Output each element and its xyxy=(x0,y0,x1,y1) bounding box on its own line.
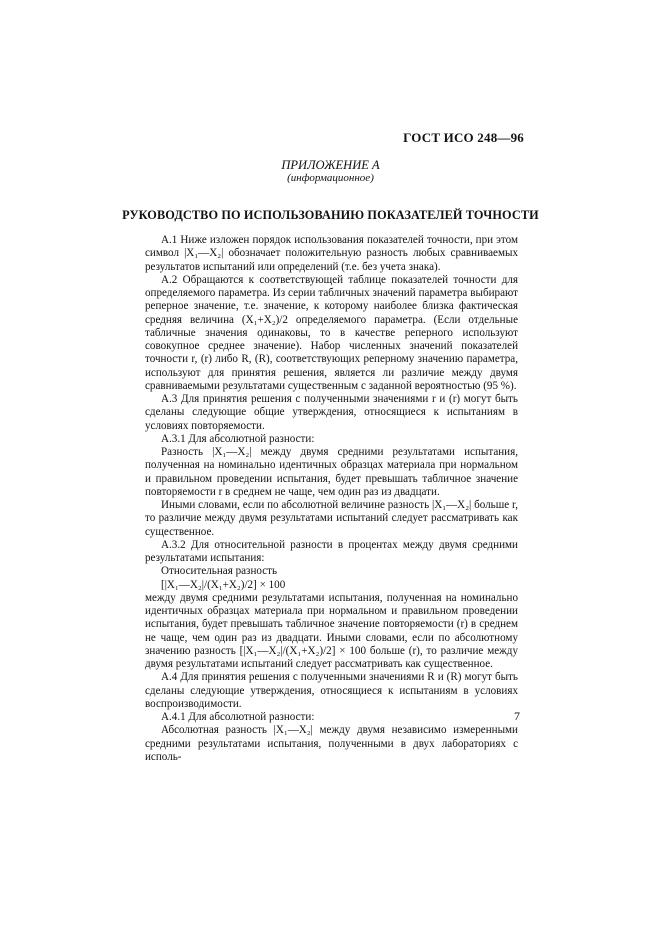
appendix-title: ПРИЛОЖЕНИЕ А xyxy=(281,158,380,172)
paragraph-a31-text2: Иными словами, если по абсолютной величине разность |X₁—X₂| больше r, то различие между двумя результатами испытаний следует рассматривать как существенное. xyxy=(145,499,518,538)
paragraph-a41-title: А.4.1 Для абсолютной разности: xyxy=(161,711,315,723)
paragraph-a31-text: Разность |X₁—X₂| между двумя средними результатами испытания, полученная на номинально идентичных образцах материала при нормальном и правильном проведении испытания, будет превышать табличное значение повторяемости r в среднем не чаще, чем один раз из двадцати. xyxy=(145,446,518,498)
formula-relative-difference: [|X₁—X₂|/(X₁+X₂)/2] × 100 xyxy=(161,578,286,591)
standard-header: ГОСТ ИСО 248—96 xyxy=(403,130,524,145)
page-number: 7 xyxy=(514,709,520,723)
paragraph-a4: А.4 Для принятия решения с полученными значениями R и (R) могут быть сделаны следующие утверждения, относящиеся к испытаниям в условиях воспроизводимости. xyxy=(145,671,518,710)
paragraph-a32-title: А.3.2 Для относительной разности в процентах между двумя средними результатами испытания: xyxy=(145,538,518,564)
paragraph-a2: А.2 Обращаются к соответствующей таблице показателей точности для определяемого параметра. Из серии табличных значений параметра выбирают реперное значение, т.е. значение, к которому наиболее близка фактическая средняя величина (X₁+X₂)/2 определяемого параметра. (Если отдельные табличные значения одинаковы, то в качестве реперного используют совокупное среднее значение). Набор численных значений показателей точности r, (r) либо R, (R), соответствующих реперному значению параметра, используют для принятия решения, является ли различие между двумя сравниваемыми результатами существенным с заданной вероятностью (95 %). xyxy=(145,273,518,392)
paragraph-a1: А.1 Ниже изложен порядок использования показателей точности, при этом символ |X₁—X₂| обозначает положительную разность любых сравниваемых результатов испытаний или определений (т.е. без учета знака). xyxy=(145,234,518,273)
paragraph-a41-text: Абсолютная разность |X₁—X₂| между двумя независимо измеренными средними результатами испытания, полученными в двух лабораториях с исполь- xyxy=(145,724,518,763)
appendix-subtitle: (информационное) xyxy=(287,172,374,184)
paragraph-a31-title: А.3.1 Для абсолютной разности: xyxy=(161,432,315,445)
paragraph-a32-text: между двумя средними результатами испытания, полученная на номинально идентичных образцах материала при нормальном и правильном проведении испытания, будет превышать табличное значение повторяемости (r) в среднем не чаще, чем один раз из двадцати. Иными словами, если по абсолютному значению разность [|X₁—X₂|/(X₁+X₂)/2] × 100 больше (r), то различие между двумя результатами испытаний следует рассматривать как существенное. xyxy=(145,591,518,670)
paragraph-a3: А.3 Для принятия решения с полученными значениями r и (r) могут быть сделаны следующие общие утверждения, относящиеся к испытаниям в условиях повторяемости. xyxy=(145,393,518,432)
document-body xyxy=(145,234,518,764)
paragraph-a32-label: Относительная разность xyxy=(161,565,278,578)
section-title: РУКОВОДСТВО ПО ИСПОЛЬЗОВАНИЮ ПОКАЗАТЕЛЕЙ ТОЧНОСТИ xyxy=(122,208,539,222)
